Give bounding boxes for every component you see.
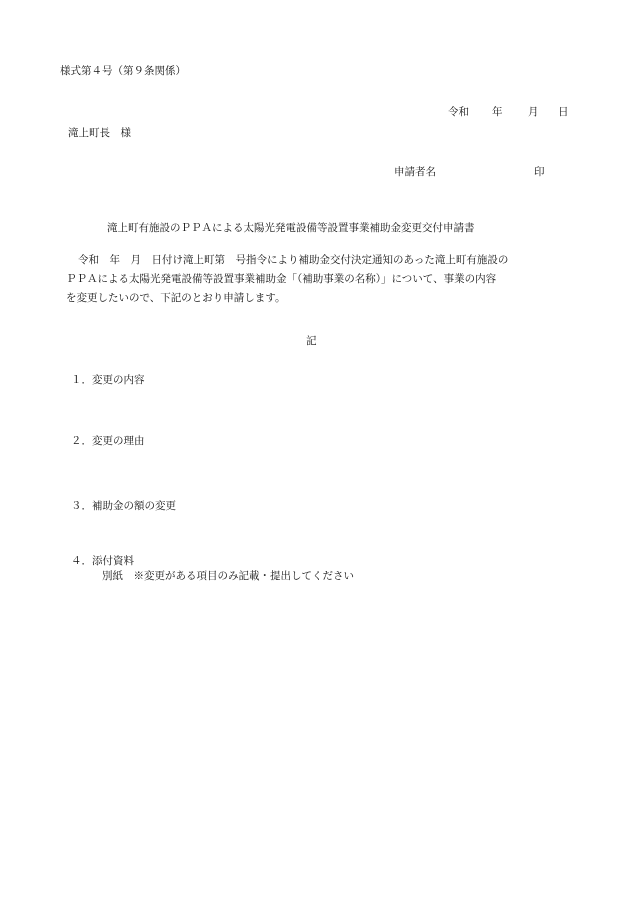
item-change-content: １．変更の内容 [71,374,145,386]
body-line: を変更したいので、下記のとおり申請します。 [66,292,286,304]
body-line: ＰＰＡによる太陽光発電設備等設置事業補助金「（補助事業の名称）」について、事業の内容 [66,273,497,285]
form-number: 様式第４号（第９条関係） [60,65,186,77]
applicant-name-label: 申請者名 [394,166,436,178]
date-line [440,104,570,118]
date-day: 日 [558,106,569,118]
seal-mark: 印 [534,166,545,178]
document-title: 滝上町有施設のＰＰＡによる太陽光発電設備等設置事業補助金変更交付申請書 [107,222,475,234]
item-subsidy-amount-change: ３．補助金の額の変更 [71,500,176,512]
item-attachments: ４．添付資料 [71,555,134,567]
attachment-note: 別紙 ※変更がある項目のみ記載・提出してください [102,570,354,582]
body-line: 令和 年 月 日付け滝上町第 号指令により補助金交付決定通知のあった滝上町有施設の [78,254,509,266]
addressee: 滝上町長 様 [68,127,131,139]
body-paragraph [66,251,566,308]
date-month: 月 [528,106,539,118]
date-year: 年 [492,106,503,118]
item-change-reason: ２．変更の理由 [71,435,145,447]
date-era: 令和 [448,106,469,118]
ki-heading: 記 [306,335,317,347]
